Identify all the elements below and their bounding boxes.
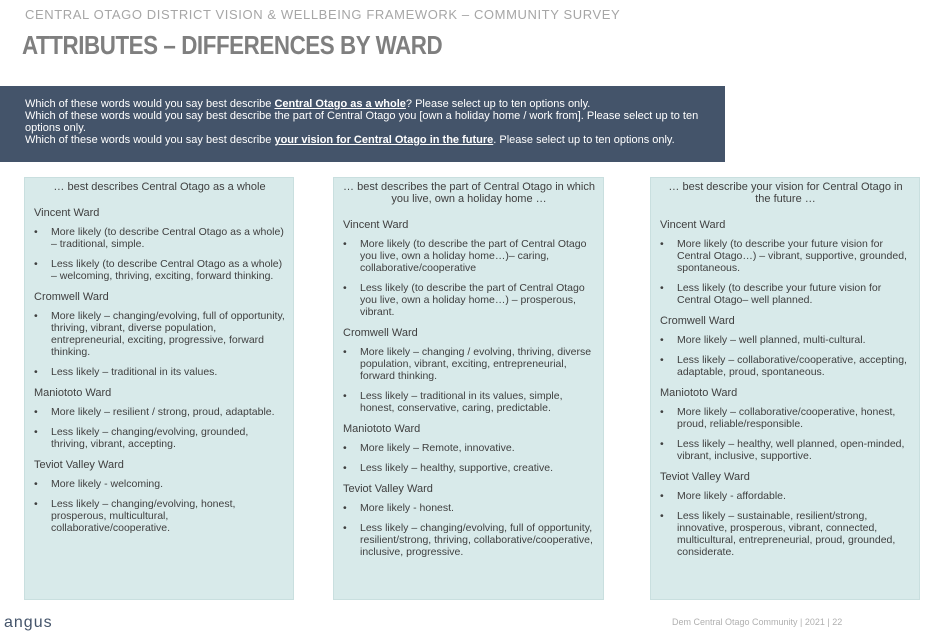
bullet-item: • More likely (to describe the part of Central Otago you live, own a holiday home…)– caring, collaborative/cooperative	[343, 238, 595, 274]
bullet-item: • More likely – Remote, innovative.	[343, 442, 595, 454]
column-heading: … best describes the part of Central Otago in which you live, own a holiday home …	[343, 181, 595, 205]
ward-bullet-list	[343, 346, 595, 414]
ward-name: Cromwell Ward	[660, 315, 735, 327]
bullet-item: • Less likely – changing/evolving, full of opportunity, resilient/strong, thriving, collaborative/cooperative, inclusive, progressive.	[343, 522, 595, 558]
bullet-item: • More likely – changing / evolving, thriving, diverse population, vibrant, exciting, entrepreneurial, forward thinking.	[343, 346, 595, 382]
column-future	[650, 177, 920, 600]
bullet-item: • Less likely – healthy, supportive, creative.	[343, 462, 595, 474]
ward-bullet-list	[34, 478, 285, 534]
ward-bullet-list	[34, 310, 285, 378]
column-heading: … best describes Central Otago as a whole	[53, 181, 266, 193]
ward-name: Cromwell Ward	[343, 327, 418, 339]
bullet-item: • More likely - honest.	[343, 502, 595, 514]
ward-bullet-list	[343, 502, 595, 558]
bullet-item: • Less likely (to describe the part of Central Otago you live, own a holiday home…) – prosperous, vibrant.	[343, 282, 595, 318]
ward-bullet-list	[34, 406, 285, 450]
angus-logo: angus	[4, 614, 53, 631]
column-heading: … best describe your vision for Central Otago in the future …	[668, 181, 903, 205]
ward-bullet-list	[660, 334, 911, 378]
bullet-item: • More likely (to describe your future vision for Central Otago…) – vibrant, supportive, grounded, spontaneous.	[660, 238, 911, 274]
ward-name: Vincent Ward	[343, 219, 409, 231]
column-whole	[24, 177, 294, 600]
bullet-item: • More likely - welcoming.	[34, 478, 285, 490]
question-banner	[0, 86, 725, 162]
question-1: Which of these words would you say best describe Central Otago as a whole? Please select up to ten options only.	[25, 98, 591, 110]
bullet-item: • Less likely – traditional in its values, simple, honest, conservative, caring, predictable.	[343, 390, 595, 414]
bullet-item: • More likely – resilient / strong, proud, adaptable.	[34, 406, 285, 418]
survey-kicker: CENTRAL OTAGO DISTRICT VISION & WELLBEING FRAMEWORK – COMMUNITY SURVEY	[25, 7, 621, 22]
page-footer: Dem Central Otago Community | 2021 | 22	[672, 617, 843, 627]
bullet-item: • Less likely – healthy, well planned, open-minded, vibrant, inclusive, supportive.	[660, 438, 911, 462]
ward-bullet-list	[660, 238, 911, 306]
bullet-item: • Less likely – collaborative/cooperative, accepting, adaptable, proud, spontaneous.	[660, 354, 911, 378]
bullet-item: • Less likely (to describe Central Otago as a whole) – welcoming, thriving, exciting, forward thinking.	[34, 258, 285, 282]
ward-name: Maniototo Ward	[343, 423, 421, 435]
ward-name: Teviot Valley Ward	[660, 471, 750, 483]
ward-name: Teviot Valley Ward	[343, 483, 433, 495]
question-2: Which of these words would you say best describe the part of Central Otago you [own a holiday home / work from]. Please select up to ten options only.	[25, 110, 699, 134]
ward-name: Maniototo Ward	[34, 387, 112, 399]
question-3: Which of these words would you say best describe your vision for Central Otago in the future. Please select up to ten options only.	[25, 134, 675, 146]
ward-name: Vincent Ward	[34, 207, 100, 219]
ward-name: Teviot Valley Ward	[34, 459, 124, 471]
ward-bullet-list	[343, 442, 595, 474]
bullet-item: • Less likely – traditional in its values.	[34, 366, 285, 378]
ward-name: Maniototo Ward	[660, 387, 738, 399]
ward-bullet-list	[660, 406, 911, 462]
ward-name: Cromwell Ward	[34, 291, 109, 303]
bullet-item: • More likely – collaborative/cooperative, honest, proud, reliable/responsible.	[660, 406, 911, 430]
bullet-item: • Less likely – changing/evolving, honest, prosperous, multicultural, collaborative/cooperative.	[34, 498, 285, 534]
bullet-item: • More likely - affordable.	[660, 490, 911, 502]
ward-bullet-list	[34, 226, 285, 282]
column-live	[333, 177, 604, 600]
bullet-item: • Less likely – changing/evolving, grounded, thriving, vibrant, accepting.	[34, 426, 285, 450]
bullet-item: • Less likely (to describe your future vision for Central Otago– well planned.	[660, 282, 911, 306]
bullet-item: • More likely – changing/evolving, full of opportunity, thriving, vibrant, diverse population, entrepreneurial, exciting, progressive, forward thinking.	[34, 310, 285, 358]
bullet-item: • More likely (to describe Central Otago as a whole) – traditional, simple.	[34, 226, 285, 250]
ward-name: Vincent Ward	[660, 219, 726, 231]
bullet-item: • More likely – well planned, multi-cultural.	[660, 334, 911, 346]
page-title: ATTRIBUTES – DIFFERENCES BY WARD	[22, 30, 443, 60]
ward-bullet-list	[343, 238, 595, 318]
bullet-item: • Less likely – sustainable, resilient/strong, innovative, prosperous, vibrant, connected, multicultural, entrepreneurial, proud, grounded, considerate.	[660, 510, 911, 558]
ward-bullet-list	[660, 490, 911, 558]
